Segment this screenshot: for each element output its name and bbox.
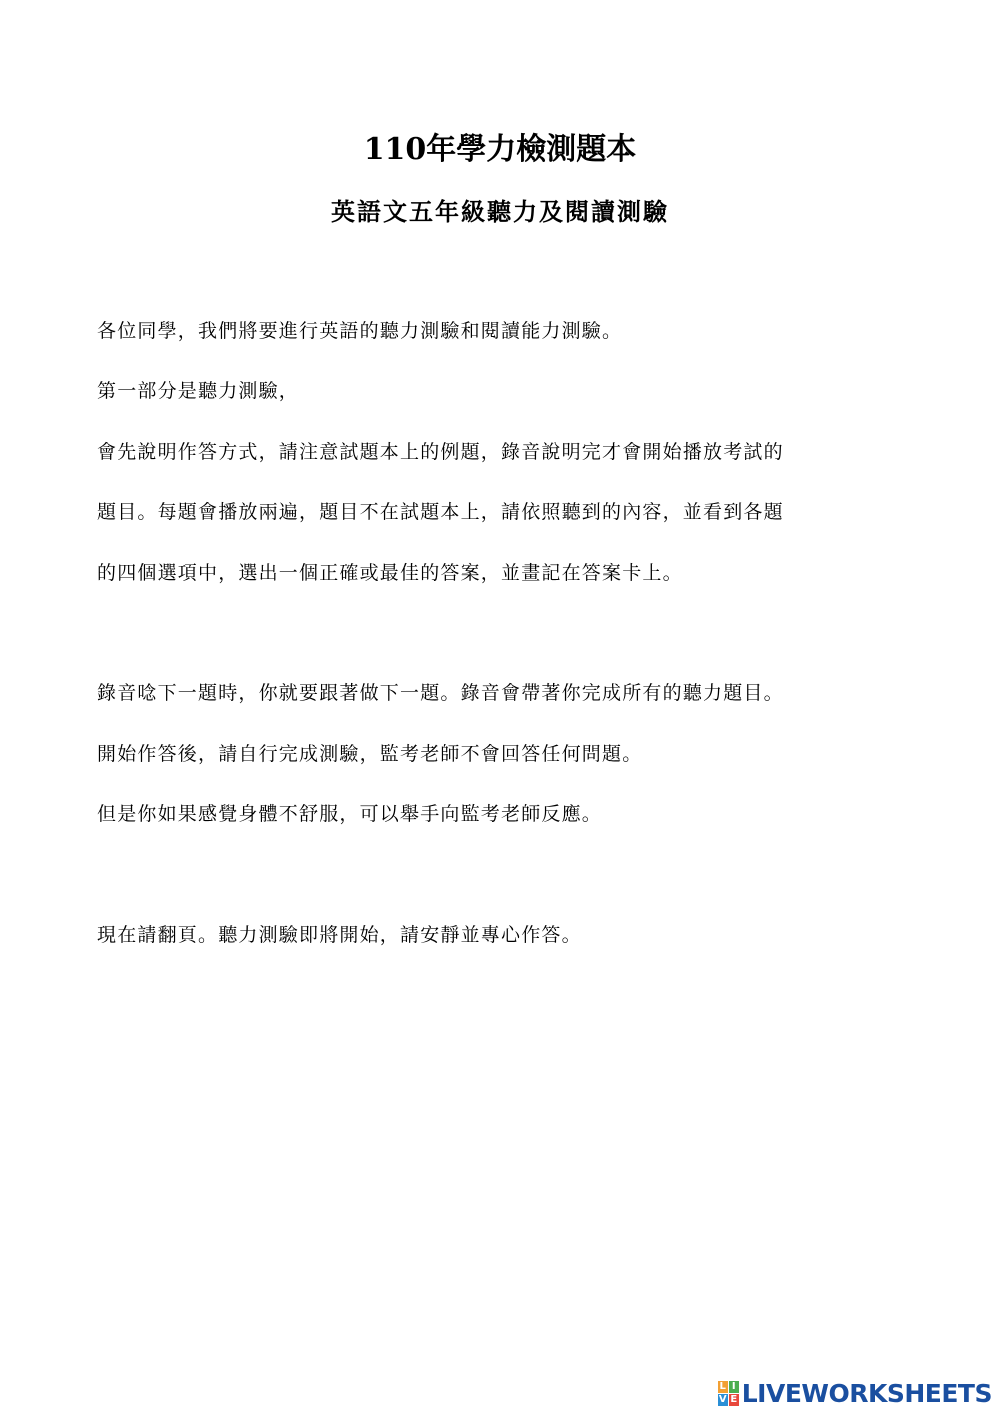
page-subtitle: 英語文五年級聽力及閱讀測驗	[331, 197, 669, 226]
logo-letter: E	[730, 1393, 738, 1405]
page-title: 110年學力檢測題本	[363, 132, 637, 167]
liveworksheets-watermark	[718, 1379, 992, 1407]
rule-line-2: 開始作答後，請自行完成測驗，監考老師不會回答任何問題。	[97, 743, 643, 765]
liveworksheets-logo-icon	[718, 1381, 739, 1406]
logo-letter: I	[729, 1381, 739, 1393]
explanation-line-2: 題目。每題會播放兩遍，題目不在試題本上，請依照聽到的內容，並看到各題	[97, 501, 784, 523]
explanation-line-3: 的四個選項中，選出一個正確或最佳的答案，並畫記在答案卡上。	[97, 562, 683, 584]
explanation-line-1: 會先說明作答方式，請注意試題本上的例題，錄音說明完才會開始播放考試的	[97, 441, 784, 463]
logo-letter: V	[718, 1393, 727, 1405]
rule-line-1: 錄音唸下一題時，你就要跟著做下一題。錄音會帶著你完成所有的聽力題目。	[97, 682, 784, 704]
rule-line-3: 但是你如果感覺身體不舒服，可以舉手向監考老師反應。	[97, 803, 603, 825]
closing-text: 現在請翻頁。聽力測驗即將開始，請安靜並專心作答。	[97, 924, 582, 946]
intro-text: 各位同學，我們將要進行英語的聽力測驗和閱讀能力測驗。	[97, 320, 623, 342]
part-one-text: 第一部分是聽力測驗，	[97, 380, 300, 402]
brand-text: LIVEWORKSHEETS	[741, 1378, 992, 1408]
logo-letter: L	[719, 1380, 726, 1392]
